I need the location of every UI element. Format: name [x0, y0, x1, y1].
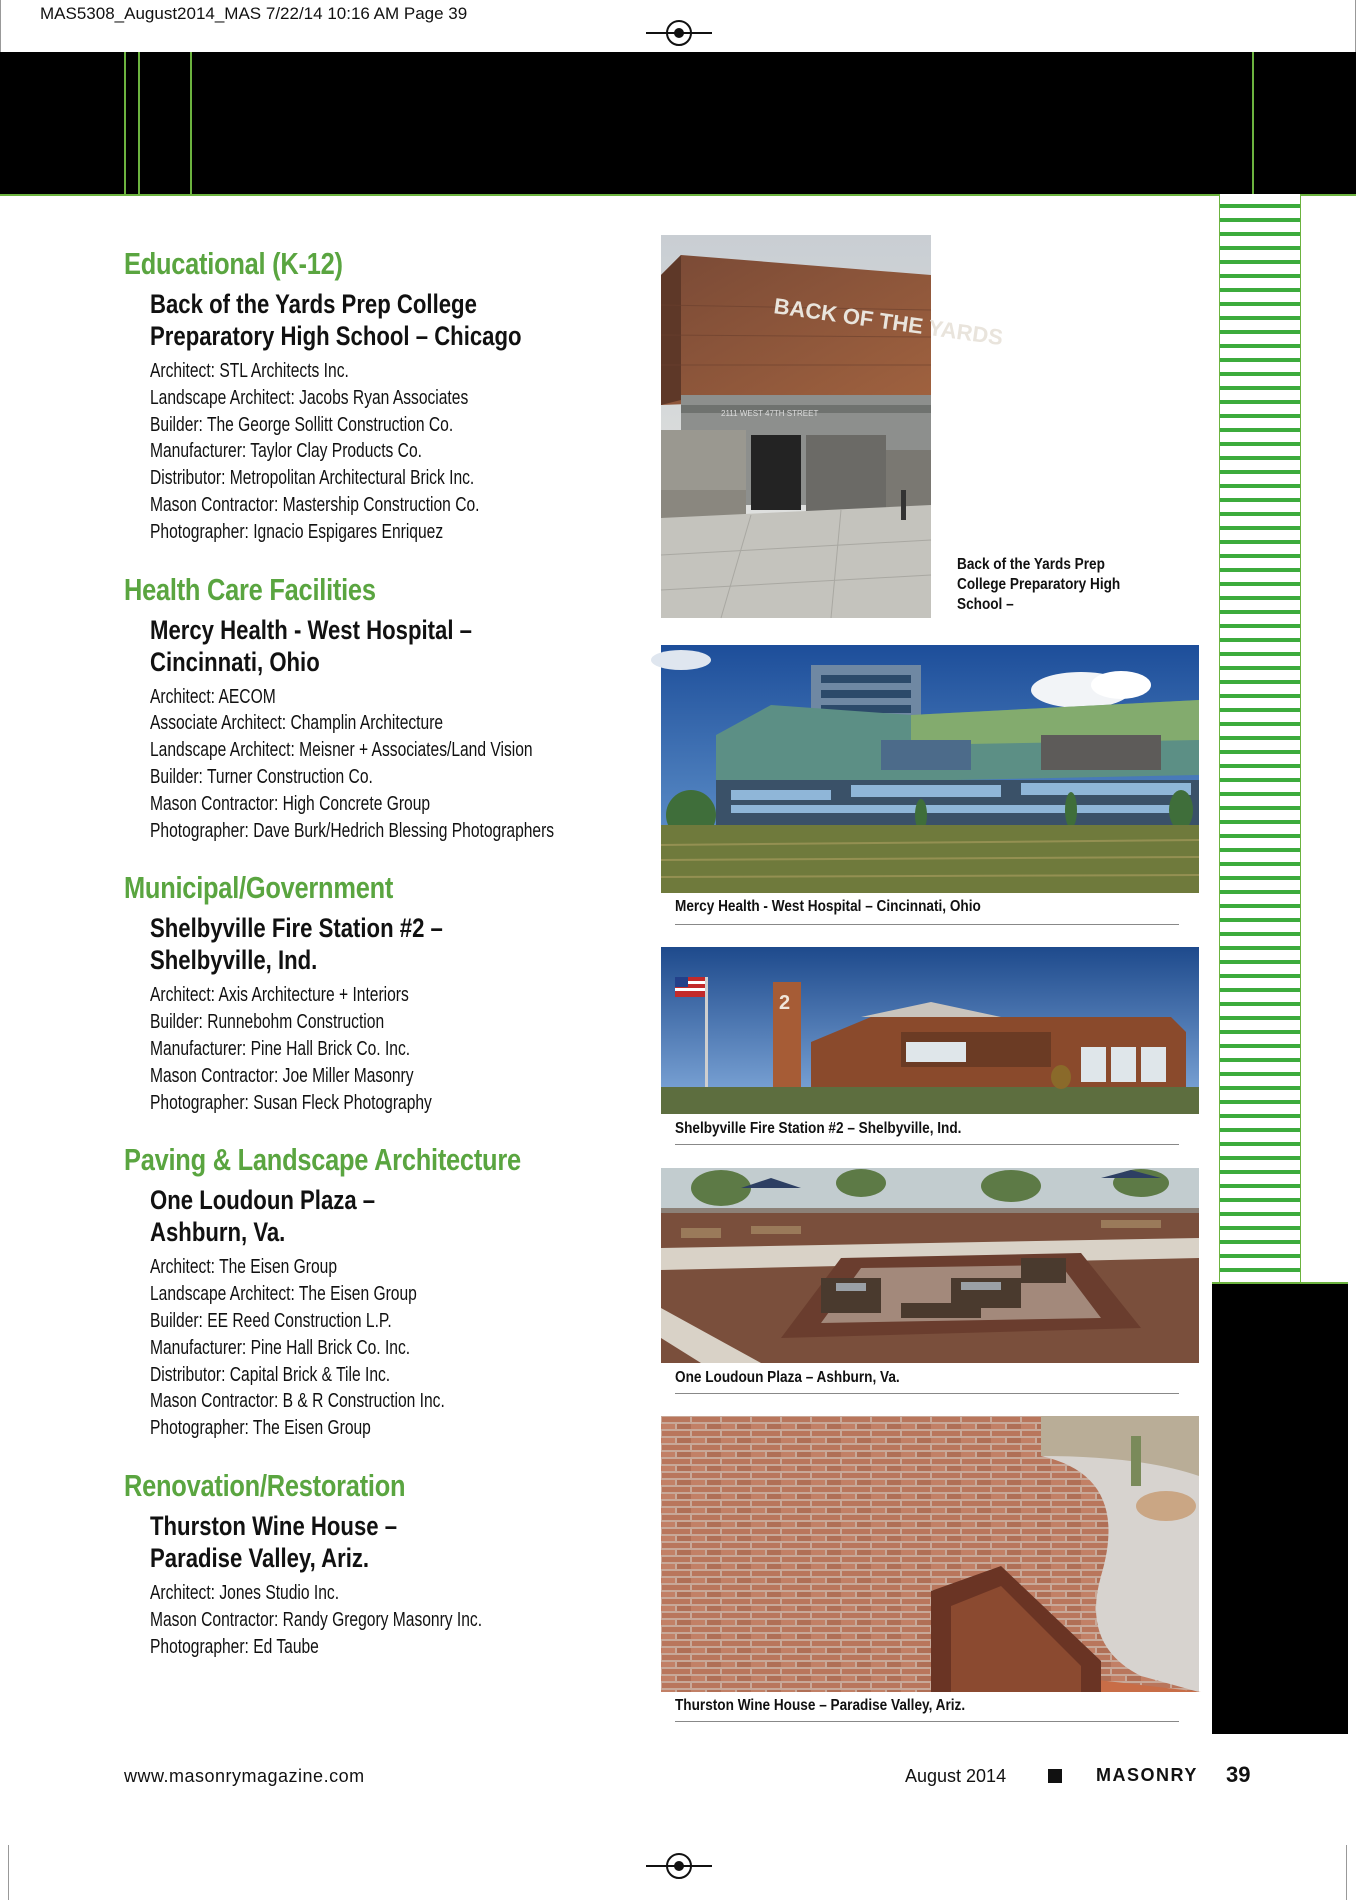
credit-list [150, 1254, 644, 1442]
credit-line: Architect: Jones Studio Inc. [150, 1581, 340, 1604]
project-title: Shelbyville Fire Station #2 – Shelbyville, Ind. [150, 913, 443, 976]
footer-magazine-name: MASONRY [1096, 1765, 1198, 1785]
credit-line: Builder: Runnebohm Construction [150, 1011, 385, 1034]
slug-line: MAS5308_August2014_MAS 7/22/14 10:16 AM Page 39 [40, 4, 468, 23]
category-heading: Health Care Facilities [124, 571, 376, 607]
credit-line: Associate Architect: Champlin Architecture [150, 712, 444, 735]
photo-back-of-the-yards [661, 235, 1005, 618]
credit-list [150, 1580, 644, 1660]
photo-caption: One Loudoun Plaza – Ashburn, Va. [675, 1369, 900, 1386]
category-heading: Paving & Landscape Architecture [124, 1142, 521, 1178]
category-heading: Renovation/Restoration [124, 1467, 406, 1503]
photo-fire-station [661, 947, 1199, 1114]
caption-rule [675, 1144, 1179, 1145]
section-renovation [124, 1468, 644, 1660]
credit-line: Photographer: Susan Fleck Photography [150, 1091, 432, 1114]
credit-list [150, 684, 644, 845]
award-text-column [124, 246, 644, 1686]
photo-caption: Thurston Wine House – Paradise Valley, Ariz. [675, 1697, 966, 1714]
category-heading: Educational (K-12) [124, 246, 343, 281]
credit-line: Distributor: Capital Brick & Tile Inc. [150, 1363, 391, 1386]
footer-date: August 2014 [905, 1766, 1007, 1786]
crop-mark [8, 1845, 9, 1900]
page-number: 39 [1226, 1762, 1251, 1787]
credit-line: Landscape Architect: Meisner + Associates/Land Vision [150, 739, 533, 762]
project-title: Thurston Wine House – Paradise Valley, Ariz. [150, 1510, 398, 1573]
credit-list [150, 982, 644, 1116]
photo-caption: Mercy Health - West Hospital – Cincinnati, Ohio [675, 898, 981, 915]
credit-line: Mason Contractor: Randy Gregory Masonry Inc. [150, 1608, 483, 1631]
project-title: Back of the Yards Prep College Preparatory High School – Chicago [150, 289, 522, 351]
credit-line: Manufacturer: Pine Hall Brick Co. Inc. [150, 1336, 411, 1359]
registration-mark-bottom [666, 1853, 692, 1879]
credit-line: Manufacturer: Taylor Clay Products Co. [150, 440, 422, 463]
credit-line: Architect: The Eisen Group [150, 1256, 338, 1279]
building-sign-text: BACK OF THE YARDS [772, 293, 1005, 351]
footer-url: www.masonrymagazine.com [124, 1766, 365, 1786]
black-side-block [1212, 1282, 1348, 1734]
registration-mark-top [666, 20, 692, 46]
project-title: One Loudoun Plaza – Ashburn, Va. [150, 1185, 376, 1248]
photo-mercy-health [661, 645, 1199, 893]
address-text: 2111 WEST 47TH STREET [721, 409, 819, 418]
green-stripes-decoration [1219, 194, 1301, 1282]
credit-line: Architect: AECOM [150, 685, 276, 708]
header-band [0, 52, 1356, 196]
caption-rule [675, 1721, 1179, 1722]
project-title: Mercy Health - West Hospital – Cincinnati, Ohio [150, 614, 472, 677]
credit-line: Builder: Turner Construction Co. [150, 765, 373, 788]
category-heading: Municipal/Government [124, 870, 394, 906]
credit-line: Photographer: Ignacio Espigares Enriquez [150, 520, 444, 543]
credit-line: Photographer: Dave Burk/Hedrich Blessing Photographers [150, 819, 555, 842]
credit-line: Builder: EE Reed Construction L.P. [150, 1309, 392, 1332]
credit-line: Photographer: Ed Taube [150, 1635, 319, 1658]
credit-line: Landscape Architect: Jacobs Ryan Associates [150, 386, 469, 409]
credit-line: Distributor: Metropolitan Architectural Brick Inc. [150, 467, 475, 490]
section-health-care [124, 572, 644, 845]
credit-line: Builder: The George Sollitt Construction Co. [150, 413, 454, 436]
credit-line: Mason Contractor: B & R Construction Inc. [150, 1390, 445, 1413]
crop-mark [0, 0, 1, 52]
credit-list [150, 358, 644, 546]
credit-line: Architect: STL Architects Inc. [150, 360, 349, 382]
credit-line: Mason Contractor: High Concrete Group [150, 792, 431, 815]
photo-wine-house [661, 1416, 1199, 1692]
photo-caption: Back of the Yards Prep College Preparatory High School – [957, 556, 1121, 613]
crop-mark [1346, 1845, 1347, 1900]
credit-line: Manufacturer: Pine Hall Brick Co. Inc. [150, 1037, 411, 1060]
credit-line: Landscape Architect: The Eisen Group [150, 1283, 417, 1306]
credit-line: Mason Contractor: Mastership Construction Co. [150, 493, 480, 516]
section-municipal [124, 870, 644, 1116]
footer-square-icon [1048, 1769, 1062, 1783]
section-paving [124, 1142, 644, 1442]
credit-line: Mason Contractor: Joe Miller Masonry [150, 1064, 414, 1087]
photo-caption: Shelbyville Fire Station #2 – Shelbyville, Ind. [675, 1120, 962, 1137]
credit-line: Architect: Axis Architecture + Interiors [150, 984, 409, 1007]
section-educational [124, 246, 644, 546]
credit-line: Photographer: The Eisen Group [150, 1417, 371, 1440]
caption-rule [675, 1393, 1179, 1394]
photo-loudoun-plaza [661, 1168, 1199, 1363]
tower-number: 2 [779, 992, 791, 1014]
caption-rule [675, 924, 1179, 925]
